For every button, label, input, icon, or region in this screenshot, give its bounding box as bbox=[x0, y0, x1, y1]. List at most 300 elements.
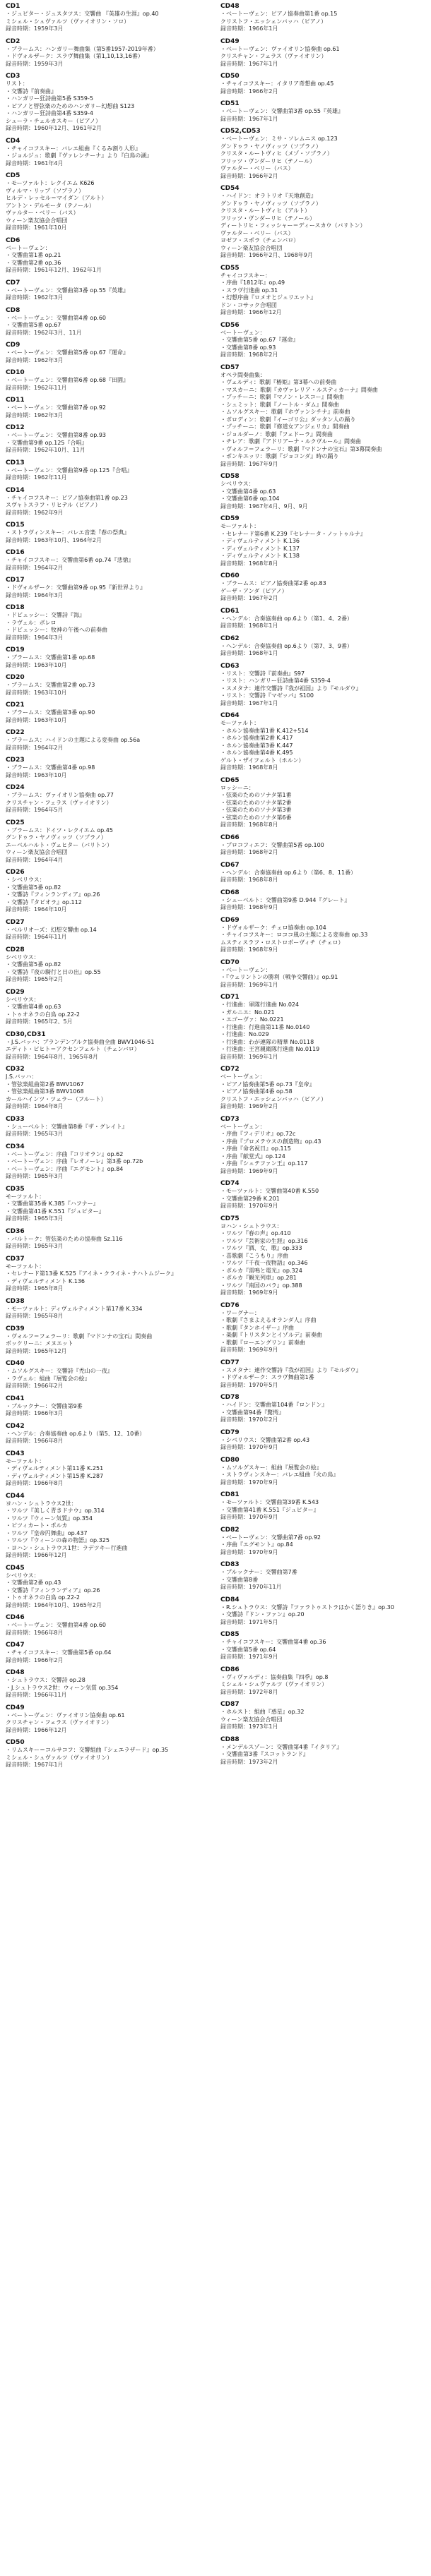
track-line: ・ホルスト：組曲『惑星』op.32 bbox=[220, 1709, 305, 1715]
disc-number: CD3 bbox=[6, 73, 20, 80]
disc-entry bbox=[6, 369, 209, 392]
track-line: ベートーヴェン： bbox=[220, 1123, 266, 1130]
track-line: ・ディヴェルティメント K.137 bbox=[220, 545, 300, 552]
disc-number: CD85 bbox=[220, 1631, 240, 1638]
track-line: ・ベートーヴェン：ミサ・ソレムニス op.123 bbox=[220, 136, 338, 142]
recording-date: 録音時期：1967年2月 bbox=[220, 595, 278, 601]
recording-date: 録音時期：1965年12月 bbox=[6, 1347, 67, 1354]
recording-date: 録音時期：1966年12月 bbox=[6, 1552, 67, 1558]
track-line: ・ヘンデル：合奏協奏曲 op.6より（第7、3、9番） bbox=[220, 642, 353, 649]
track-line: ヴァルター・ベリー（バス） bbox=[220, 165, 294, 171]
track-line: ・ハイドン：オラトリオ『天地創造』 bbox=[220, 193, 317, 199]
track-line: ・ディヴェルティメント K.138 bbox=[220, 553, 300, 559]
recording-date: 録音時期：1967年1月 bbox=[220, 115, 278, 122]
recording-date: 録音時期：1962年3月、11月 bbox=[6, 329, 82, 336]
track-line: シベリウス： bbox=[6, 996, 40, 1003]
track-line: ・『ウェリントンの勝利（戦争交響曲）』op.91 bbox=[220, 974, 338, 980]
disc-entry bbox=[6, 1450, 209, 1488]
disc-number: CD25 bbox=[6, 819, 25, 826]
track-line: ・交響詩『フィンランディア』op.26 bbox=[6, 1587, 100, 1594]
disc-number: CD60 bbox=[220, 572, 240, 579]
track-line: ・ディヴェルティメント第15番 K.287 bbox=[6, 1472, 104, 1479]
track-line: フリッツ・ヴンダーリヒ（テノール） bbox=[220, 157, 316, 164]
track-line: ヒルデ・レッセル＝マイダン（アルト） bbox=[6, 195, 107, 201]
track-line: ・ストラヴィンスキー：バレエ組曲『火の鳥』 bbox=[220, 1471, 339, 1478]
disc-entry bbox=[6, 702, 209, 724]
disc-entry bbox=[220, 777, 424, 829]
track-line: ・交響曲第5番 op.82 bbox=[6, 961, 61, 968]
track-line: ウィーン楽友協会合唱団 bbox=[6, 849, 68, 855]
track-line: グンドゥラ・ヤノヴィッツ（ソプラノ） bbox=[220, 143, 321, 150]
disc-entry bbox=[220, 862, 424, 884]
recording-date: 録音時期：1961年4月 bbox=[6, 160, 64, 167]
disc-entry bbox=[6, 1298, 209, 1320]
recording-date: 録音時期：1966年2月 bbox=[220, 88, 278, 95]
track-line: ・交響詩『夜の騎行と日の出』op.55 bbox=[6, 968, 101, 975]
disc-entry bbox=[220, 322, 424, 359]
track-line: ・交響曲第2番 op.36 bbox=[6, 259, 61, 266]
disc-entry bbox=[220, 38, 424, 68]
recording-date: 録音時期：1968年1月 bbox=[220, 622, 278, 629]
track-line: ・楽劇『トリスタンとイゾルデ』前奏曲 bbox=[220, 1332, 322, 1338]
disc-number: CD10 bbox=[6, 369, 25, 376]
disc-entry bbox=[6, 138, 209, 168]
disc-number: CD7 bbox=[6, 279, 20, 287]
track-line: ミシェル・シュヴァルツ（ヴァイオリン） bbox=[6, 1754, 113, 1761]
disc-number: CD87 bbox=[220, 1701, 240, 1708]
disc-entry bbox=[220, 1561, 424, 1591]
recording-date: 録音時期：1965年2、5月 bbox=[6, 1018, 73, 1025]
recording-date: 録音時期：1966年8月 bbox=[6, 1480, 64, 1486]
track-line: ・リスト：交響詩『マゼッパ』S100 bbox=[220, 692, 314, 699]
track-line: ・J.S.バッハ：ブランデンブルク協奏曲全曲 BWV1046-51 bbox=[6, 1038, 155, 1045]
track-line: ・ヴェルディ：歌劇『椿姫』第3幕への前奏曲 bbox=[220, 379, 337, 385]
disc-entry bbox=[6, 397, 209, 419]
disc-number: CD52,CD53 bbox=[220, 128, 261, 135]
disc-entry bbox=[6, 342, 209, 364]
recording-date: 録音時期：1964年11月 bbox=[6, 934, 67, 940]
recording-date: 録音時期：1969年9月 bbox=[220, 1167, 278, 1174]
disc-number: CD48 bbox=[220, 3, 240, 10]
track-line: ・ベートーヴェン： bbox=[220, 966, 271, 973]
disc-number: CD9 bbox=[6, 342, 20, 349]
disc-entry bbox=[220, 1394, 424, 1424]
disc-entry bbox=[220, 917, 424, 954]
disc-entry bbox=[6, 1031, 209, 1061]
disc-number: CD79 bbox=[220, 1428, 240, 1436]
disc-entry bbox=[6, 1395, 209, 1418]
disc-number: CD74 bbox=[220, 1180, 240, 1187]
track-line: モーツァルト： bbox=[220, 720, 260, 726]
track-line: ・行進曲：王宮親衛隊行進曲 No.0119 bbox=[220, 1046, 320, 1052]
recording-date: 録音時期：1970年2月 bbox=[220, 1416, 278, 1423]
track-line: ・ムソルグスキー：交響詩『禿山の一夜』 bbox=[6, 1368, 113, 1374]
disc-number: CD84 bbox=[220, 1596, 240, 1603]
disc-number: CD66 bbox=[220, 833, 240, 841]
track-line: ・ベートーヴェン：交響曲第3番 op.55『英雄』 bbox=[220, 108, 344, 114]
disc-number: CD26 bbox=[6, 869, 25, 876]
recording-date: 録音時期：1973年1月 bbox=[220, 1723, 278, 1730]
track-line: ・チャイコフスキー：交響曲第6番 op.74『悲愴』 bbox=[6, 557, 134, 563]
recording-date: 録音時期：1969年1月 bbox=[220, 1053, 278, 1060]
track-line: ・幻想序曲『ロメオとジュリエット』 bbox=[220, 294, 317, 301]
track-line: ・ハイドン：交響曲第104番『ロンドン』 bbox=[220, 1402, 328, 1408]
track-line: ・序曲『命名祝日』op.115 bbox=[220, 1145, 291, 1152]
disc-number: CD68 bbox=[220, 889, 240, 896]
track-line: ・リスト：交響詩『前奏曲』S97 bbox=[220, 670, 305, 677]
track-line: ・交響曲第35番 K.385『ハフナー』 bbox=[6, 1200, 99, 1207]
disc-entry bbox=[220, 608, 424, 630]
track-line: ・ヴォルフ＝フェラーリ：歌劇『マドンナの宝石』第3幕間奏曲 bbox=[220, 445, 382, 452]
recording-date: 録音時期：1968年8月 bbox=[220, 764, 278, 771]
disc-entry bbox=[220, 712, 424, 772]
disc-entry bbox=[6, 424, 209, 455]
track-line: ・ハンガリー狂詩曲第4番 S359-4 bbox=[6, 110, 93, 116]
track-line: ・ヨハン・シュトラウス1世：ラデツキー行進曲 bbox=[6, 1544, 128, 1551]
track-line: クリスチャン・フェラス（ヴァイオリン） bbox=[6, 1719, 112, 1726]
disc-entry bbox=[220, 515, 424, 567]
track-line: ・ブラームス：ドイツ・レクイエム op.45 bbox=[6, 826, 113, 833]
track-line: ・メンデルスゾーン：交響曲第4番『イタリア』 bbox=[220, 1743, 343, 1750]
disc-entry bbox=[220, 364, 424, 469]
track-line: ・ベートーヴェン：交響曲第5番 op.67『運命』 bbox=[6, 349, 129, 356]
track-line: ボッケリーニ：メヌエット bbox=[6, 1340, 73, 1347]
recording-date: 録音時期：1963年10月、1964年2月 bbox=[6, 536, 102, 543]
track-line: モーツァルト： bbox=[6, 1263, 45, 1270]
track-line: ・交響曲第1番 op.21 bbox=[6, 252, 61, 258]
disc-entry bbox=[220, 1701, 424, 1731]
track-line: ・ワルツ『芸術家の生涯』op.316 bbox=[220, 1237, 308, 1244]
track-line: ・序曲『エグモント』op.84 bbox=[220, 1541, 293, 1548]
recording-date: 録音時期：1965年3月 bbox=[6, 1131, 64, 1137]
recording-date: 録音時期：1965年3月 bbox=[6, 1215, 64, 1222]
recording-date: 録音時期：1969年9月 bbox=[220, 1289, 278, 1296]
track-line: ・ラヴェル：ボレロ bbox=[6, 619, 57, 626]
disc-entry bbox=[220, 1631, 424, 1661]
disc-number: CD73 bbox=[220, 1115, 240, 1123]
track-line: ・ヘンデル：合奏協奏曲 op.6より（第5、12、10番） bbox=[6, 1430, 146, 1437]
recording-date: 録音時期：1972年8月 bbox=[220, 1688, 278, 1695]
track-line: ・プッチーニ：歌劇『マノン・レスコー』間奏曲 bbox=[220, 394, 344, 400]
disc-number: CD44 bbox=[6, 1492, 25, 1500]
disc-number: CD59 bbox=[220, 515, 240, 522]
track-line: ・歌劇『ローエングリン』前奏曲 bbox=[220, 1339, 305, 1346]
disc-number: CD12 bbox=[6, 424, 25, 431]
track-line: ムスティスラフ・ロストロポーヴィチ（チェロ） bbox=[220, 939, 344, 946]
disc-entry bbox=[6, 989, 209, 1026]
track-line: ・序曲『献堂式』op.124 bbox=[220, 1152, 285, 1160]
track-line: モーツァルト： bbox=[6, 1457, 45, 1464]
disc-number: CD15 bbox=[6, 522, 25, 529]
track-line: ・喜歌劇『こうもり』序曲 bbox=[220, 1252, 288, 1259]
disc-entry bbox=[6, 3, 209, 33]
disc-number: CD21 bbox=[6, 702, 25, 709]
disc-entry bbox=[220, 889, 424, 912]
track-line: ・歌劇『さまよえるオランダ人』序曲 bbox=[220, 1317, 317, 1323]
disc-number: CD20 bbox=[6, 674, 25, 681]
disc-number: CD71 bbox=[220, 994, 240, 1001]
recording-date: 録音時期：1965年8月 bbox=[6, 1313, 64, 1319]
track-line: ・ワルツ『美しく青きドナウ』op.314 bbox=[6, 1507, 105, 1514]
disc-number: CD45 bbox=[6, 1564, 25, 1572]
track-line: ・ディヴェルティメント K.136 bbox=[6, 1277, 85, 1284]
track-line: ・ボロディン：歌劇『イーゴリ公』ダッタン人の踊り bbox=[220, 416, 356, 423]
disc-number: CD35 bbox=[6, 1185, 25, 1193]
track-line: ・ベートーヴェン：序曲『コリオラン』op.62 bbox=[6, 1150, 124, 1157]
track-line: ・行進曲：わが連隊の精華 No.0118 bbox=[220, 1038, 314, 1045]
track-line: ・ブラームス：ヴァイオリン協奏曲 op.77 bbox=[6, 792, 114, 798]
track-line: ・交響曲第3番『スコットランド』 bbox=[220, 1751, 309, 1757]
track-line: ヨハン・シュトラウス： bbox=[220, 1222, 283, 1229]
disc-entry bbox=[6, 1256, 209, 1293]
disc-number: CD5 bbox=[6, 172, 20, 179]
track-line: ・ワルツ『ウィーン気質』op.354 bbox=[6, 1515, 93, 1522]
disc-entry bbox=[6, 1116, 209, 1138]
disc-number: CD54 bbox=[220, 185, 240, 192]
track-line: ・ベルリオーズ：幻想交響曲 op.14 bbox=[6, 926, 97, 933]
track-line: ・ベートーヴェン：交響曲第8番 op.93 bbox=[6, 432, 107, 438]
recording-date: 録音時期：1962年11月 bbox=[6, 474, 67, 481]
disc-number: CD18 bbox=[6, 604, 25, 611]
disc-number: CD40 bbox=[6, 1360, 25, 1367]
track-line: モーツァルト： bbox=[6, 1193, 45, 1200]
track-line: ・管弦楽組曲第3番 BWV1068 bbox=[6, 1088, 84, 1095]
track-line: シベリウス： bbox=[220, 481, 254, 487]
track-line: ・チャイコフスキー：交響曲第5番 op.64 bbox=[6, 1649, 112, 1656]
disc-entry bbox=[220, 635, 424, 658]
track-line: ・スメタナ：連作交響詩『我が祖国』より『モルダウ』 bbox=[220, 685, 362, 692]
track-line: ・ワルツ『千夜一夜物語』op.346 bbox=[220, 1260, 308, 1266]
disc-entry bbox=[6, 1704, 209, 1735]
track-line: ・トゥオネラの白鳥 op.22-2 bbox=[6, 1011, 80, 1018]
disc-number: CD51 bbox=[220, 100, 240, 107]
track-line: ・ブラームス：ピアノ協奏曲第2番 op.83 bbox=[220, 580, 326, 586]
track-line: ・ワーグナー： bbox=[220, 1309, 260, 1316]
track-line: ・ベートーヴェン：交響曲第4番 op.60 bbox=[6, 314, 107, 321]
disc-entry bbox=[6, 487, 209, 517]
recording-date: 録音時期：1970年9月 bbox=[220, 1444, 278, 1450]
disc-entry bbox=[220, 1302, 424, 1354]
disc-number: CD62 bbox=[220, 634, 240, 642]
recording-date: 録音時期：1962年3月 bbox=[6, 356, 64, 363]
track-line: ・交響曲第6番 op.104 bbox=[220, 495, 280, 502]
track-line: ・交響曲第5番 op.64 bbox=[220, 1646, 276, 1653]
disc-number: CD56 bbox=[220, 321, 240, 329]
disc-number: CD78 bbox=[220, 1394, 240, 1401]
track-line: ・ジュピター・ジュスタツス：交響曲 『英雄の生涯』op.40 bbox=[6, 11, 159, 17]
track-line: ・ワルツ『ウィーンの森の物語』op.325 bbox=[6, 1537, 110, 1543]
track-line: ・交響曲第41番 K.551『ジュピター』 bbox=[6, 1208, 105, 1215]
recording-date: 録音時期：1968年8月 bbox=[220, 877, 278, 883]
recording-date: 録音時期：1961年12月、1962年1月 bbox=[6, 267, 102, 273]
recording-date: 録音時期：1966年11月 bbox=[6, 1692, 67, 1698]
disc-entry bbox=[6, 757, 209, 779]
disc-number: CD72 bbox=[220, 1066, 240, 1073]
track-line: ヴァルター・ベリー（バス） bbox=[6, 210, 79, 216]
track-line: ・序曲『プロメテウスの創造物』op.43 bbox=[220, 1138, 321, 1145]
track-line: ・スメタナ：連作交響詩『我が祖国』より『モルダウ』 bbox=[220, 1366, 362, 1373]
recording-date: 録音時期：1963年10月 bbox=[6, 771, 67, 778]
recording-date: 録音時期：1965年3月 bbox=[6, 1173, 64, 1179]
track-line: ・ブラームス：交響曲第2番 op.73 bbox=[6, 682, 95, 688]
track-line: クリストフ・エッシェンバッハ（ピアノ） bbox=[220, 18, 327, 25]
disc-number: CD27 bbox=[6, 918, 25, 926]
track-line: ・ブラームス：交響曲第3番 op.90 bbox=[6, 709, 95, 716]
track-line: J.S.バッハ： bbox=[6, 1073, 37, 1080]
disc-number: CD82 bbox=[220, 1526, 240, 1534]
track-line: ・プロコフィエフ：交響曲第5番 op.100 bbox=[220, 841, 324, 848]
track-line: ドン・コサック合唱団 bbox=[220, 301, 277, 308]
track-line: ・モーツァルト：交響曲第40番 K.550 bbox=[220, 1188, 319, 1194]
recording-date: 録音時期：1959年3月 bbox=[6, 25, 64, 32]
disc-number: CD81 bbox=[220, 1491, 240, 1498]
track-line: ・チャイコフスキー：イタリア奇想曲 op.45 bbox=[220, 80, 334, 87]
track-line: ・ヴォルフ＝フェラーリ：歌劇『マドンナの宝石』間奏曲 bbox=[6, 1332, 153, 1340]
track-line: ・シュミット：歌劇『ノートル・ダム』間奏曲 bbox=[220, 401, 339, 408]
disc-entry bbox=[6, 1642, 209, 1664]
track-line: ・ポンキエッリ：歌劇『ジョコンダ』時の踊り bbox=[220, 453, 339, 459]
recording-date: 録音時期：1969年1月 bbox=[220, 981, 278, 988]
track-line: ・ブルックナー：交響曲第9番 bbox=[6, 1402, 83, 1409]
track-line: ・R.シュトラウス：交響詩『ツァラトゥストラはかく語りき』op.30 bbox=[220, 1603, 394, 1611]
disc-entry bbox=[6, 604, 209, 642]
disc-entry bbox=[220, 663, 424, 708]
disc-number: CD8 bbox=[6, 306, 20, 314]
track-line: ・ヘンデル：合奏協奏曲 op.6より（第6、8、11番） bbox=[220, 869, 357, 876]
track-line: ・序曲『フィデリオ』op.72c bbox=[220, 1131, 296, 1137]
track-line: ・チャイコフスキー：交響曲第4番 op.36 bbox=[220, 1639, 326, 1645]
track-line: ・ベートーヴェン：序曲『レオノーレ』第3番 op.72b bbox=[6, 1158, 143, 1164]
disc-entry bbox=[6, 1066, 209, 1111]
track-line: ・ベートーヴェン：交響曲第7番 op.92 bbox=[6, 404, 107, 411]
recording-date: 録音時期：1964年10月 bbox=[6, 906, 67, 913]
track-line: ・ピアノ協奏曲第4番 op.58 bbox=[220, 1088, 293, 1095]
track-line: ヴィルマ・リップ（ソプラノ） bbox=[6, 187, 84, 194]
disc-entry bbox=[220, 473, 424, 510]
recording-date: 録音時期：1966年2月 bbox=[220, 172, 278, 179]
recording-date: 録音時期：1968年2月 bbox=[220, 351, 278, 358]
recording-date: 録音時期：1961年10月 bbox=[6, 224, 67, 231]
track-line: ・交響曲第5番 op.82 bbox=[6, 884, 61, 891]
track-line: ・チャイコフスキー：ロココ風の主題による変奏曲 op.33 bbox=[220, 932, 368, 938]
track-line: ・ドヴォルザーク：交響曲第9番 op.95『新世界より』 bbox=[6, 584, 146, 591]
disc-entry bbox=[220, 265, 424, 317]
track-line: エーベルハルト・ヴェヒター（バリトン） bbox=[6, 841, 113, 848]
track-line: ・スラヴ行進曲 op.31 bbox=[220, 287, 278, 294]
track-line: ・シベリウス： bbox=[6, 877, 45, 883]
disc-entry bbox=[6, 919, 209, 941]
recording-date: 録音時期：1966年2月 bbox=[6, 1656, 64, 1663]
track-line: クリスタ・ルートヴィヒ（アルト） bbox=[220, 207, 311, 214]
track-line: ・行進曲：行進曲第11番 No.0140 bbox=[220, 1023, 310, 1030]
track-line: ・ドビュッシー：牧神の午後への前奏曲 bbox=[6, 627, 107, 633]
disc-entry bbox=[6, 1423, 209, 1445]
recording-date: 録音時期：1970年9月 bbox=[220, 1514, 278, 1520]
recording-date: 録音時期：1965年2月 bbox=[6, 976, 64, 982]
disc-entry bbox=[220, 959, 424, 989]
track-line: チャイコフスキー： bbox=[220, 272, 271, 279]
track-line: ・ジョルジュ：歌劇『ヴァレンチーナ』より『白鳥の湖』 bbox=[6, 152, 153, 159]
disc-entry bbox=[220, 994, 424, 1061]
track-line: ウィーン楽友協会合唱団 bbox=[220, 1716, 283, 1723]
track-line: ・ブラームス：交響曲第1番 op.68 bbox=[6, 654, 95, 661]
disc-number: CD41 bbox=[6, 1395, 25, 1402]
disc-number: CD39 bbox=[6, 1325, 25, 1332]
track-line: ゲーザ・アンダ（ピアノ） bbox=[220, 587, 288, 594]
recording-date: 録音時期：1962年11月 bbox=[6, 384, 67, 391]
track-line: ・モーツァルト：レクイエム K626 bbox=[6, 180, 95, 186]
disc-number: CD69 bbox=[220, 916, 240, 924]
recording-date: 録音時期：1963年10月 bbox=[6, 716, 67, 723]
recording-date: 録音時期：1965年3月 bbox=[6, 1243, 64, 1249]
track-line: ・歌劇『タンホイザー』序曲 bbox=[220, 1324, 294, 1331]
track-line: ・シュトラウス：交響詩 op.28 bbox=[6, 1677, 85, 1683]
recording-date: 録音時期：1964年3月 bbox=[6, 634, 64, 641]
recording-date: 録音時期：1964年4月 bbox=[6, 856, 64, 863]
track-line: ・ホルン協奏曲第4番 K.495 bbox=[220, 750, 293, 756]
recording-date: 録音時期：1964年2月 bbox=[6, 564, 64, 571]
track-line: ・ベートーヴェン：ピアノ協奏曲第1番 op.15 bbox=[220, 11, 338, 17]
disc-entry bbox=[6, 1143, 209, 1181]
recording-date: 録音時期：1968年8月 bbox=[220, 821, 278, 828]
track-line: ・交響曲第5番 op.67 bbox=[6, 322, 61, 328]
track-line: ・序曲『シュテファン王』op.117 bbox=[220, 1160, 308, 1167]
disc-number: CD50 bbox=[220, 73, 240, 80]
track-line: ミシェル・シュヴァルツ（ヴァイオリン） bbox=[220, 1681, 328, 1687]
track-line: ・ストラヴィンスキー：バレエ音楽『春の祭典』 bbox=[6, 529, 130, 536]
track-line: ・交響詩『タピオラ』op.112 bbox=[6, 898, 82, 905]
recording-date: 録音時期：1971年5月 bbox=[220, 1618, 278, 1625]
disc-number: CD49 bbox=[220, 37, 240, 45]
disc-entry bbox=[6, 522, 209, 544]
track-line: ディートリヒ・フィッシャー＝ディースカウ（バリトン） bbox=[220, 222, 366, 229]
track-line: ・ベートーヴェン：ヴァイオリン協奏曲 op.61 bbox=[220, 45, 340, 52]
recording-date: 録音時期：1966年12月 bbox=[6, 1726, 67, 1733]
track-line: ・ディヴェルティメント K.136 bbox=[220, 538, 300, 544]
track-line: ・交響曲第4番 op.63 bbox=[220, 488, 276, 495]
track-line: ・チャイコフスキー：バレエ組曲『くるみ割り人形』 bbox=[6, 145, 141, 152]
disc-number: CD36 bbox=[6, 1227, 25, 1235]
disc-entry bbox=[220, 1736, 424, 1767]
disc-entry bbox=[6, 1669, 209, 1699]
track-line: カールハインツ・ツェラー（フルート） bbox=[6, 1095, 107, 1102]
track-line: ・ポルカ『観光列車』op.281 bbox=[220, 1275, 297, 1281]
track-line: スヴャトスラフ・リヒテル（ピアノ） bbox=[6, 502, 101, 508]
disc-number: CD48 bbox=[6, 1669, 25, 1676]
track-line: ・ハンガリー狂詩曲第5番 S359-5 bbox=[6, 95, 93, 102]
track-line: ・ワルツ『南国のバラ』op.388 bbox=[220, 1282, 302, 1289]
disc-entry bbox=[6, 1186, 209, 1223]
track-line: ・ピアノと管弦楽のためのハンガリー幻想曲 S123 bbox=[6, 102, 135, 109]
disc-entry bbox=[6, 237, 209, 275]
track-line: ・ジョルダーノ：歌劇『フェドーラ』間奏曲 bbox=[220, 431, 333, 438]
disc-entry bbox=[6, 729, 209, 752]
disc-number: CD37 bbox=[6, 1255, 25, 1263]
track-line: ・交響曲第94番『驚愕』 bbox=[220, 1409, 285, 1416]
track-line: ・ワルツ『皇帝円舞曲』op.437 bbox=[6, 1529, 88, 1536]
track-line: ・モーツァルト：交響曲第39番 K.543 bbox=[220, 1499, 319, 1505]
track-line: ・ポルカ『雷鳴と電光』op.324 bbox=[220, 1267, 302, 1274]
track-line: ・ベートーヴェン：交響曲第9番 op.125『合唱』 bbox=[6, 467, 133, 474]
track-line: ・行進曲：No.029 bbox=[220, 1031, 269, 1037]
track-line: ・序曲『1812年』op.49 bbox=[220, 279, 285, 286]
disc-number: CD17 bbox=[6, 577, 25, 584]
disc-number: CD19 bbox=[6, 646, 25, 654]
track-line: クリスチャン・フェラス（ヴァイオリン） bbox=[220, 53, 327, 59]
track-line: ヨゼフ・スポラ（チェンバロ） bbox=[220, 237, 300, 243]
track-line: ・交響曲第2番 op.43 bbox=[6, 1579, 61, 1586]
recording-date: 録音時期：1967年9月 bbox=[220, 460, 278, 467]
